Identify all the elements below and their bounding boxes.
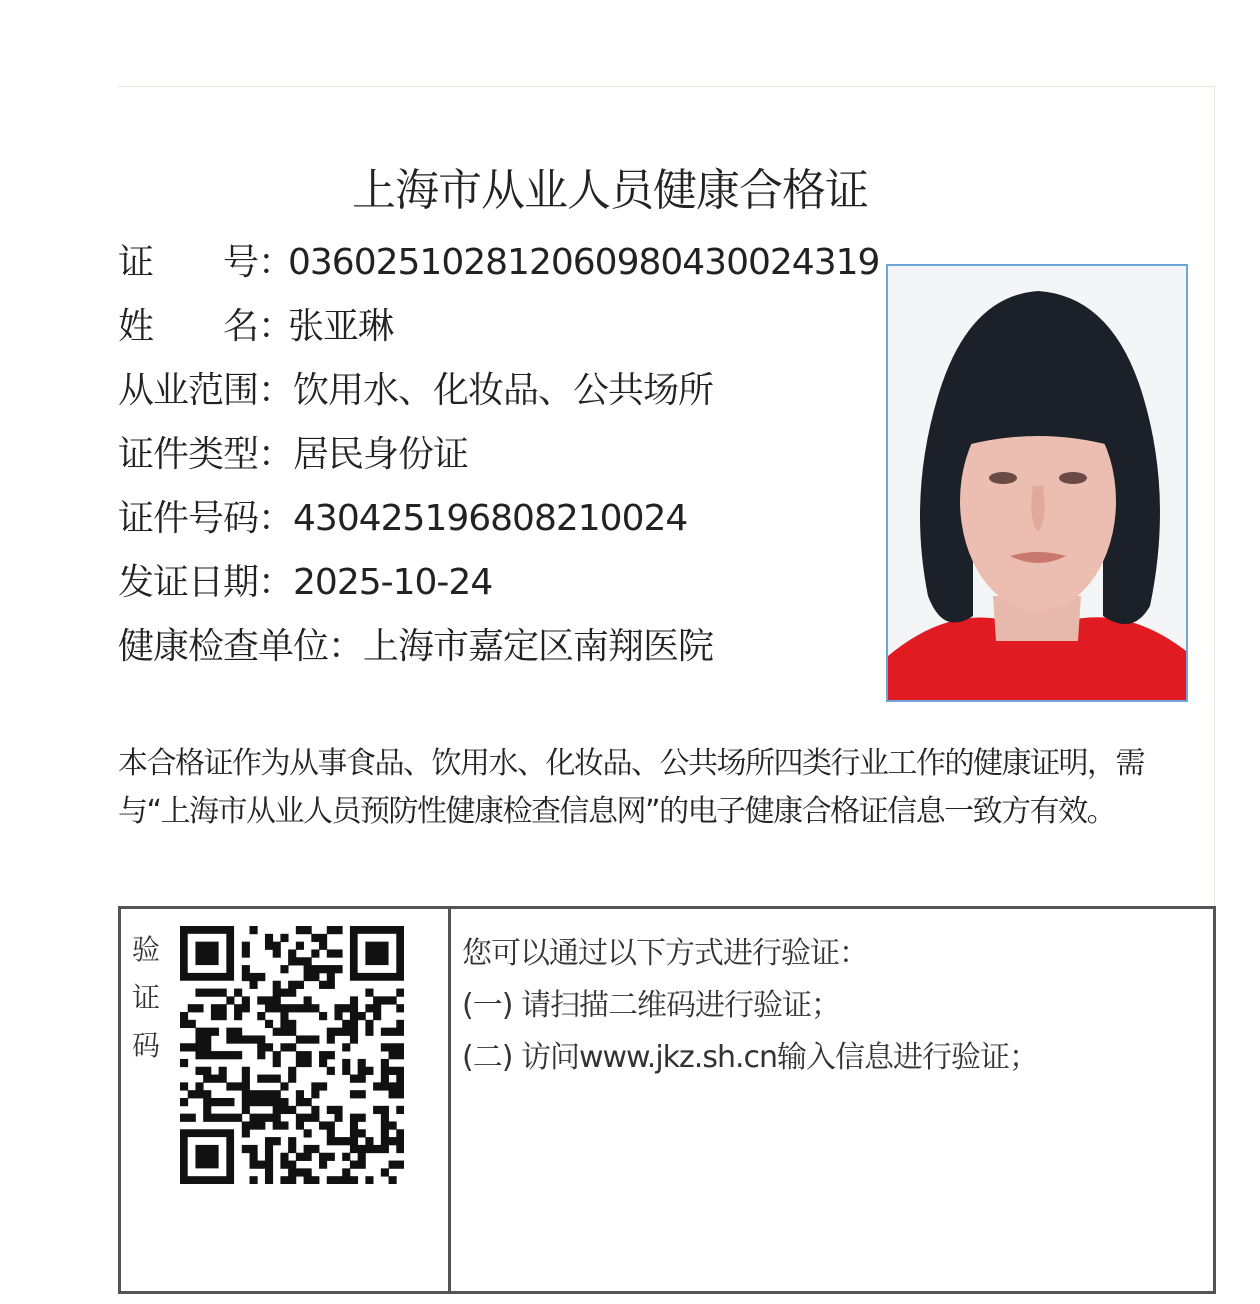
field-label: 证 号：: [118, 242, 294, 283]
certificate-title: 上海市从业人员健康合格证: [352, 165, 868, 216]
qr-code-graphic: [180, 926, 404, 1184]
verification-divider: [448, 906, 451, 1294]
verification-instructions: [462, 928, 1038, 1084]
field-value: 饮用水、化妆品、公共场所: [293, 370, 714, 411]
field-label: 从业范围：: [118, 370, 294, 411]
field-value: 上海市嘉定区南翔医院: [363, 626, 714, 667]
field-label: 姓 名：: [118, 306, 294, 347]
instruction-line: (二) 访问www.jkz.sh.cn输入信息进行验证；: [462, 1040, 1039, 1075]
field-value: 居民身份证: [293, 434, 469, 475]
id-photo: [886, 264, 1188, 702]
field-value: 张亚琳: [288, 306, 394, 347]
field-label: 证件类型：: [118, 434, 294, 475]
portrait-image: [888, 266, 1186, 700]
label-char: 码: [132, 1029, 161, 1062]
instruction-line: (一) 请扫描二维码进行验证；: [462, 988, 840, 1023]
label-char: 证: [132, 981, 161, 1014]
field-issue-date: [118, 554, 492, 605]
field-value: 430425196808210024: [293, 498, 688, 539]
verification-code-label: [132, 926, 166, 1070]
field-value: 2025-10-24: [293, 562, 493, 603]
field-exam-unit: [118, 618, 713, 669]
label-char: 验: [132, 933, 161, 966]
field-id-number: [118, 490, 687, 541]
field-certificate-number: [118, 234, 879, 285]
field-label: 健康检查单位：: [118, 626, 364, 667]
field-occupation-scope: [118, 362, 713, 413]
field-name: [118, 298, 393, 349]
field-id-type: [118, 426, 468, 477]
field-label: 发证日期：: [118, 562, 294, 603]
instruction-line: 您可以通过以下方式进行验证：: [462, 936, 868, 971]
qr-code-icon[interactable]: [180, 926, 404, 1184]
certificate-notice: 本合格证作为从事食品、饮用水、化妆品、公共场所四类行业工作的健康证明，需 与“上海市从业人员预防性健康检查信息网”的电子健康合格证信息一致方有效。: [118, 746, 1144, 829]
field-value: 036025102812060980430024319: [288, 242, 880, 283]
field-label: 证件号码：: [118, 498, 294, 539]
